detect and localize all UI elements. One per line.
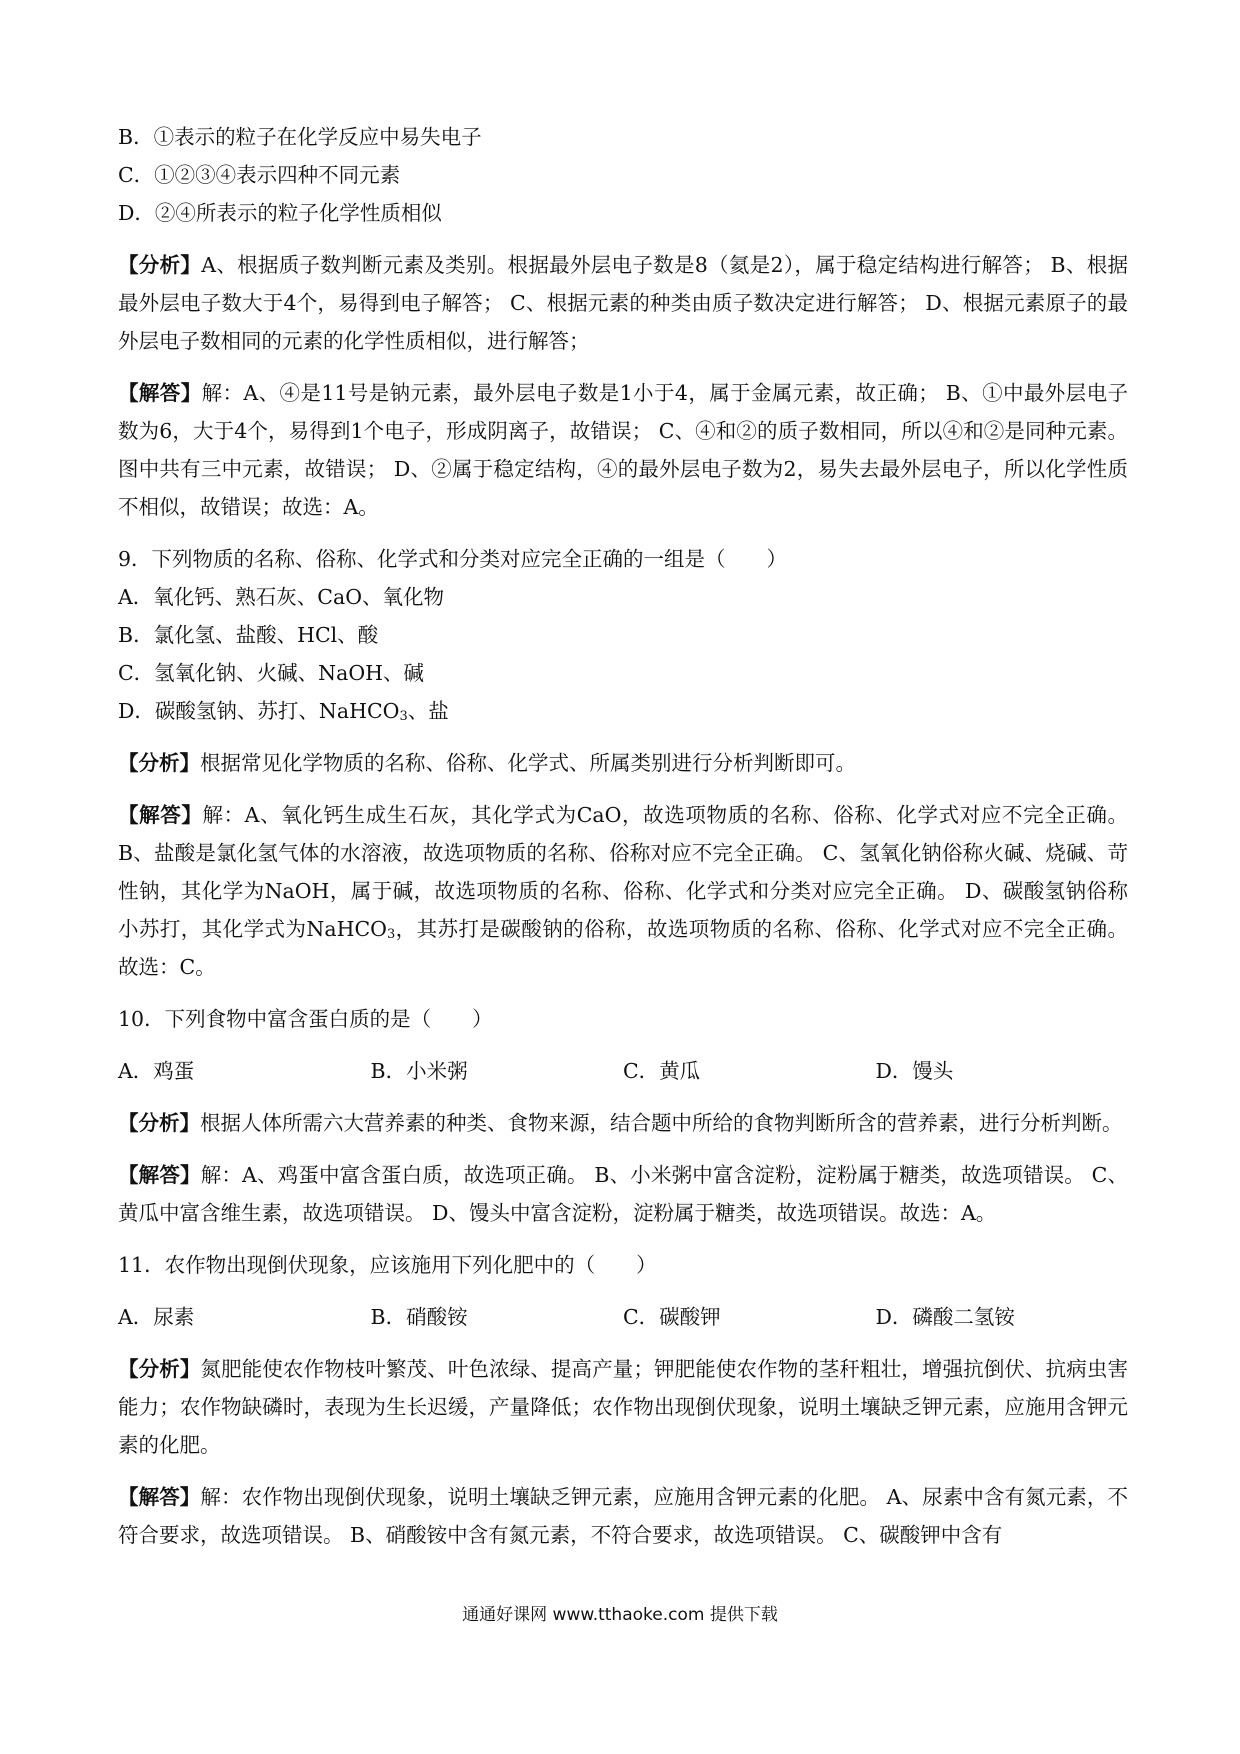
q8-answer [118, 374, 1128, 526]
q10-answer [118, 1156, 1128, 1232]
answer-tag: 【解答】 [118, 803, 203, 827]
option-d-suffix: 、盐 [407, 699, 449, 723]
analysis-text: 根据人体所需六大营养素的种类、食物来源，结合题中所给的食物判断所含的营养素，进行分析判断。 [200, 1111, 1123, 1135]
answer-text: 解：A、鸡蛋中富含蛋白质，故选项正确。 B、小米粥中富含淀粉，淀粉属于糖类，故选项错误。 C、黄瓜中富含维生素，故选项错误。 D、馒头中富含淀粉，淀粉属于糖类，故选项错误。故选：A。 [118, 1163, 1129, 1225]
option-d-text: D．碳酸氢钠、苏打、NaHCO [118, 699, 400, 723]
analysis-tag: 【分析】 [118, 1357, 201, 1381]
answer-text-suffix: ，其苏打是碳酸钠的俗称，故选项物质的名称、俗称、化学式对应不完全正确。故选：C。 [118, 917, 1128, 979]
q11-options [118, 1298, 1128, 1336]
q8-option-c: C．①②③④表示四种不同元素 [118, 163, 401, 187]
q11-analysis [118, 1350, 1128, 1464]
answer-tag: 【解答】 [118, 1485, 201, 1509]
answer-text: 解：A、氧化钙生成生石灰，其化学式为CaO，故选项物质的名称、俗称、化学式对应不完全正确。 B、盐酸是氯化氢气体的水溶液，故选项物质的名称、俗称对应不完全正确。 C、氢氧化钠俗称火碱、烧碱、苛性钠，其化学为NaOH，属于碱，故选项物质的名称、俗称、化学式和分类对应完全正确。 D、碳酸氢钠俗称小苏打，其化学式为NaHCO [118, 803, 1129, 941]
q9-option-b: B．氯化氢、盐酸、HCl、酸 [118, 623, 379, 647]
q10-options [118, 1052, 1128, 1090]
subscript: 3 [399, 709, 408, 724]
q8-analysis [118, 246, 1128, 360]
analysis-tag: 【分析】 [118, 253, 202, 277]
answer-text: 解：A、④是11号是钠元素，最外层电子数是1小于4，属于金属元素，故正确； B、①中最外层电子数为6，大于4个，易得到1个电子，形成阴离子，故错误； C、④和②的质子数相同，所以④和②是同种元素。图中共有三中元素，故错误； D、②属于稳定结构，④的最外层电子数为2，易失去最外层电子，所以化学性质不相似，故错误；故选：A。 [118, 381, 1128, 519]
q9-option-a: A．氧化钙、熟石灰、CaO、氧化物 [118, 585, 445, 609]
q8-option-d: D．②④所表示的粒子化学性质相似 [118, 201, 442, 225]
analysis-tag: 【分析】 [118, 751, 200, 775]
q10-analysis [118, 1104, 1128, 1142]
q11-question: 11．农作物出现倒伏现象，应该施用下列化肥中的（ ） [118, 1253, 657, 1277]
q10-option-a: A．鸡蛋 [118, 1059, 195, 1083]
q9-answer [118, 796, 1128, 986]
answer-tag: 【解答】 [118, 381, 202, 405]
analysis-text: A、根据质子数判断元素及类别。根据最外层电子数是8（氦是2），属于稳定结构进行解答； B、根据最外层电子数大于4个，易得到电子解答； C、根据元素的种类由质子数决定进行解答； D、根据元素原子的最外层电子数相同的元素的化学性质相似，进行解答； [118, 253, 1129, 353]
q11-option-d: D．磷酸二氢铵 [875, 1305, 1015, 1329]
q8-option-b: B．①表示的粒子在化学反应中易失电子 [118, 125, 482, 149]
answer-tag: 【解答】 [118, 1163, 201, 1187]
page-footer: 通通好课网 www.tthaoke.com 提供下载 [462, 1605, 778, 1625]
document-page [118, 118, 1128, 1554]
analysis-tag: 【分析】 [118, 1111, 200, 1135]
analysis-text: 根据常见化学物质的名称、俗称、化学式、所属类别进行分析判断即可。 [200, 751, 856, 775]
q9-option-c: C．氢氧化钠、火碱、NaOH、碱 [118, 661, 425, 685]
answer-text: 解：农作物出现倒伏现象，说明土壤缺乏钾元素，应施用含钾元素的化肥。 A、尿素中含有氮元素，不符合要求，故选项错误。 B、硝酸铵中含有氮元素，不符合要求，故选项错误。 C、碳酸钾中含有 [118, 1485, 1128, 1547]
q11-option-c: C．碳酸钾 [623, 1305, 721, 1329]
q10-option-d: D．馒头 [875, 1059, 954, 1083]
analysis-text: 氮肥能使农作物枝叶繁茂、叶色浓绿、提高产量；钾肥能使农作物的茎秆粗壮，增强抗倒伏、抗病虫害能力；农作物缺磷时，表现为生长迟缓，产量降低；农作物出现倒伏现象，说明土壤缺乏钾元素，应施用含钾元素的化肥。 [118, 1357, 1129, 1457]
q9-question: 9．下列物质的名称、俗称、化学式和分类对应完全正确的一组是（ ） [118, 547, 788, 571]
q10-option-b: B．小米粥 [370, 1059, 468, 1083]
q11-answer [118, 1478, 1128, 1554]
q9-option-d [118, 692, 1128, 730]
q9-analysis [118, 744, 1128, 782]
q10-question: 10．下列食物中富含蛋白质的是（ ） [118, 1007, 493, 1031]
q11-option-b: B．硝酸铵 [370, 1305, 468, 1329]
q10-option-c: C．黄瓜 [623, 1059, 701, 1083]
subscript: 3 [386, 927, 396, 942]
q11-option-a: A．尿素 [118, 1305, 195, 1329]
